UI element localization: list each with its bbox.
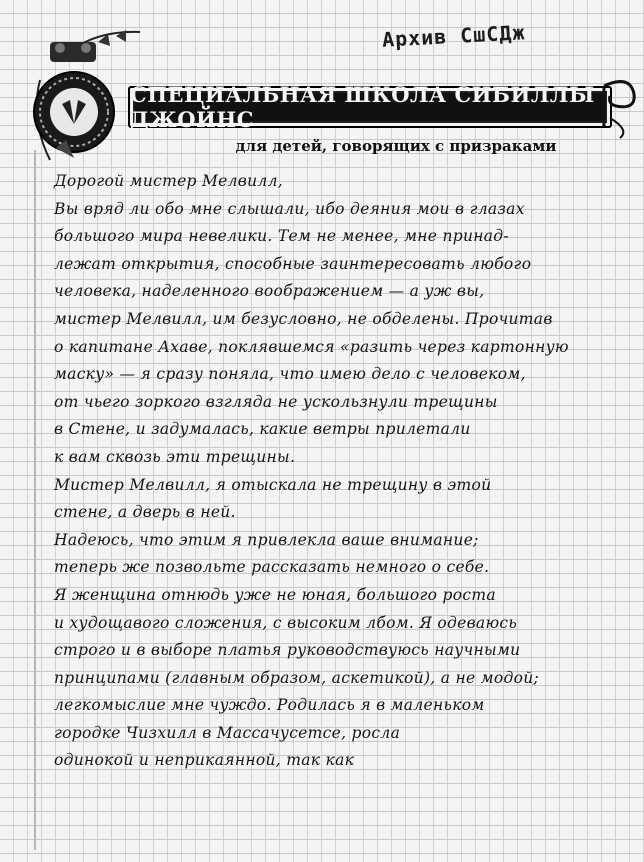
letter-line: городке Чизхилл в Массачусетсе, росла: [54, 723, 401, 742]
letter-line: большого мира невелики. Тем не менее, мне принад-: [54, 227, 509, 246]
letter-line: Я женщина отнюдь уже не юная, большого роста: [54, 585, 496, 604]
letter-line: принципами (главным образом, аскетикой), а не модой;: [54, 668, 540, 687]
letter-line: в Стене, и задумалась, какие ветры прилетали: [54, 420, 471, 439]
letter-line: лежат открытия, способные заинтересовать любого: [54, 254, 532, 273]
margin-line: [34, 150, 36, 850]
scroll-ornament-icon: [600, 70, 640, 140]
letter-line: одинокой и неприкаянной, так как: [54, 751, 355, 770]
school-name-banner: [128, 82, 612, 132]
handwritten-letter: [54, 168, 624, 775]
school-name: СПЕЦИАЛЬНАЯ ШКОЛА СИБИЛЛЫ ДЖОЙНС: [130, 82, 595, 132]
letter-line: теперь же позвольте рассказать немного о себе.: [54, 558, 490, 577]
letter-line: стене, а дверь в ней.: [54, 503, 236, 522]
letter-line: и худощавого сложения, с высоким лбом. Я одеваюсь: [54, 613, 518, 632]
letter-line: Мистер Мелвилл, я отыскала не трещину в этой: [54, 475, 492, 494]
letter-line: маску» — я сразу поняла, что имею дело с человеком,: [54, 365, 526, 384]
letter-line: Дорогой мистер Мелвилл,: [54, 172, 283, 190]
letter-line: мистер Мелвилл, им безусловно, не обделены. Прочитав: [54, 309, 553, 328]
letter-line: о капитане Ахаве, поклявшемся «разить через картонную: [54, 337, 569, 356]
letter-line: к вам сквозь эти трещины.: [54, 447, 296, 466]
school-tagline: для детей, говорящих с призраками: [235, 137, 557, 155]
archive-stamp: Архив СшСДж: [381, 20, 526, 52]
letter-line: строго и в выборе платья руководствуюсь научными: [54, 641, 521, 660]
letter-line: человека, наделенного воображением — а уж вы,: [54, 282, 485, 301]
letter-line: легкомыслие мне чуждо. Родилась я в маленьком: [54, 696, 485, 715]
letter-line: Вы вряд ли обо мне слышали, ибо деяния мои в глазах: [54, 199, 525, 218]
letter-line: от чьего зоркого взгляда не ускользнули трещины: [54, 392, 498, 411]
letter-line: Надеюсь, что этим я привлекла ваше внимание;: [54, 530, 479, 549]
